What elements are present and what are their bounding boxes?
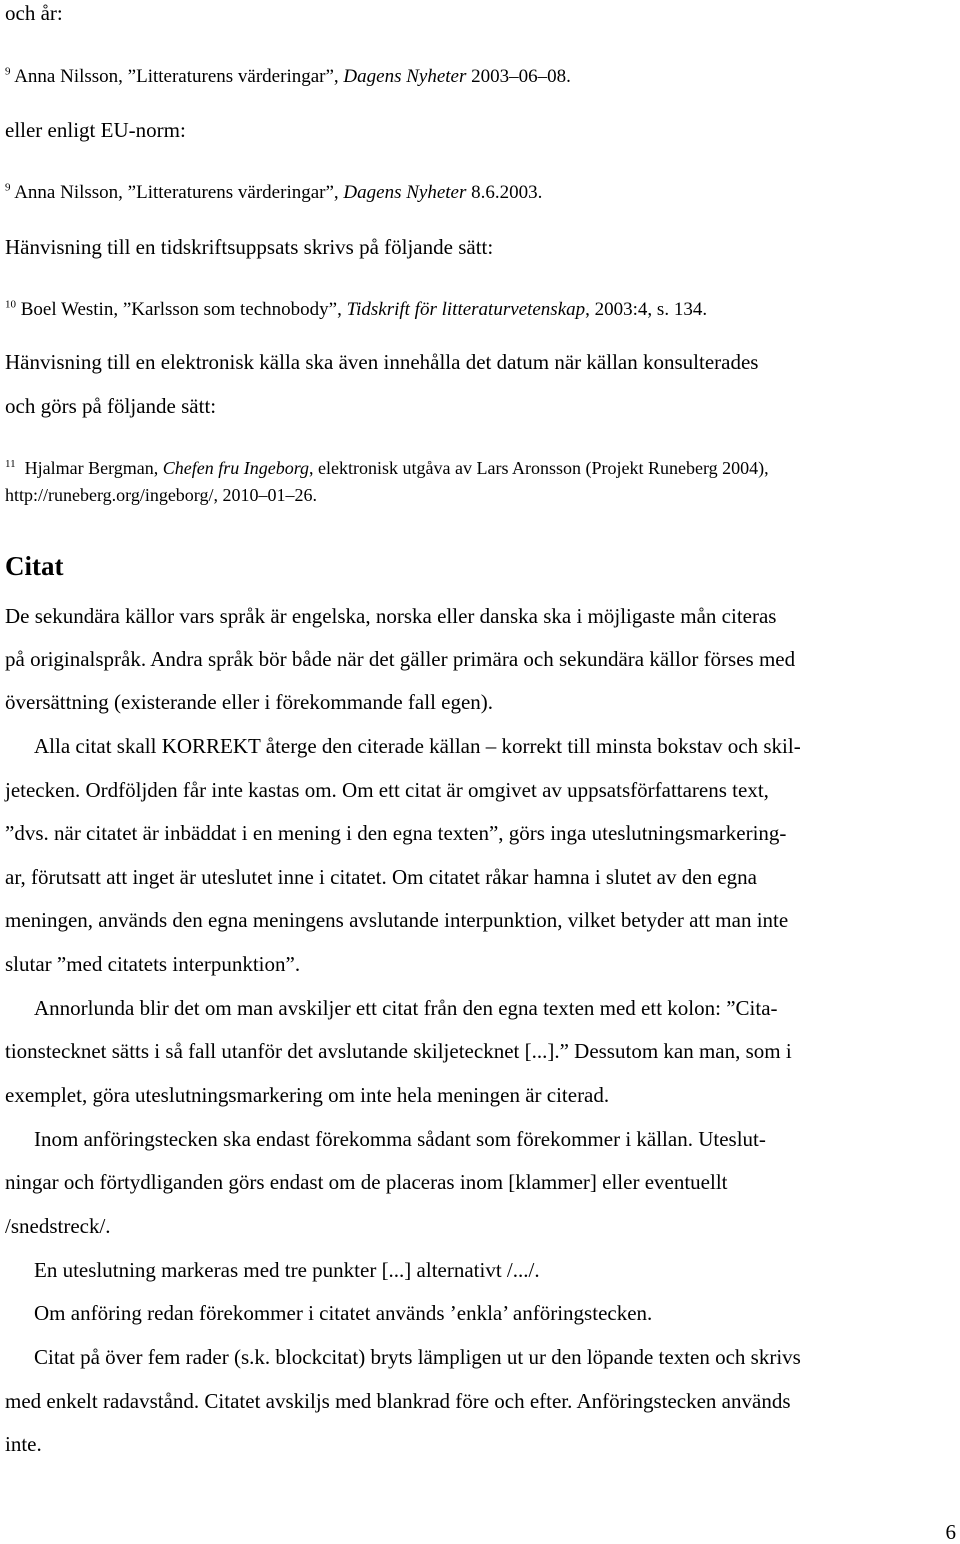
body-p2-l3: ”dvs. när citatet är inbäddat i en mening i den egna texten”, görs inga uteslutningsmarkering- — [5, 821, 787, 845]
body-p2-l4: ar, förutsatt att inget är uteslutet inne i citatet. Om citatet råkar hamna i slutet av den egna — [5, 865, 757, 889]
body-p7-l2: med enkelt radavstånd. Citatet avskiljs med blankrad före och efter. Anföringstecken används — [5, 1389, 791, 1413]
footnote-italic: Dagens Nyheter — [343, 66, 467, 87]
footnote-number: 9 — [5, 181, 11, 194]
body-p6-l1: Om anföring redan förekommer i citatet används ’enkla’ anföringstecken. — [34, 1301, 653, 1325]
footnote-11 — [5, 459, 769, 477]
footnote-11-line-2: http://runeberg.org/ingeborg/, 2010–01–26. — [5, 485, 317, 505]
body-p3-l1: Annorlunda blir det om man avskiljer ett citat från den egna texten med ett kolon: ”Cita- — [34, 996, 778, 1020]
body-p1-l2: på originalspråk. Andra språk bör både när det gäller primära och sekundära källor förses med — [5, 647, 796, 671]
body-p2-l1: Alla citat skall KORREKT återge den citerade källan – korrekt till minsta bokstav och skil- — [34, 734, 801, 758]
elektronisk-intro-line-1: Hänvisning till en elektronisk källa ska även innehålla det datum när källan konsulterades — [5, 350, 759, 374]
body-p2-l2: jetecken. Ordföljden får inte kastas om. Om ett citat är omgivet av uppsatsförfattarens text, — [5, 778, 769, 802]
footnote-number: 11 — [5, 458, 16, 470]
footnote-text: Anna Nilsson, ”Litteraturens värderingar”, — [14, 66, 344, 87]
footnote-text: , elektronisk utgåva av Lars Aronsson (Projekt Runeberg 2004), — [309, 458, 769, 478]
body-p4-l2: ningar och förtydliganden görs endast om de placeras inom [klammer] eller eventuellt — [5, 1170, 728, 1194]
footnote-italic: Chefen fru Ingeborg — [162, 458, 310, 478]
footnote-number: 10 — [5, 298, 16, 311]
body-p3-l3: exemplet, göra uteslutningsmarkering om inte hela meningen är citerad. — [5, 1083, 610, 1107]
footnote-text: , 2003:4, s. 134. — [585, 299, 708, 320]
body-p2-l5: meningen, används den egna meningens avslutande interpunktion, vilket betyder att man inte — [5, 908, 789, 932]
body-p4-l1: Inom anföringstecken ska endast förekomma sådant som förekommer i källan. Uteslut- — [34, 1127, 766, 1151]
body-p7-l1: Citat på över fem rader (s.k. blockcitat) bryts lämpligen ut ur den löpande texten och skrivs — [34, 1345, 801, 1369]
footnote-text: 2003–06–08. — [466, 66, 571, 87]
body-p1-l1: De sekundära källor vars språk är engelska, norska eller danska ska i möjligaste mån citeras — [5, 604, 777, 628]
footnote-italic: Tidskrift för litteraturvetenskap — [346, 299, 586, 320]
body-p2-l6: slutar ”med citatets interpunktion”. — [5, 952, 301, 976]
section-heading: Citat — [5, 551, 64, 581]
body-p4-l3: /snedstreck/. — [5, 1214, 111, 1238]
och-ar-line: och år: — [5, 1, 63, 25]
footnote-text: Hjalmar Bergman, — [24, 458, 163, 478]
footnote-text: Anna Nilsson, ”Litteraturens värderingar”, — [14, 182, 344, 203]
footnote-text: Boel Westin, ”Karlsson som technobody”, — [20, 299, 347, 320]
footnote-number: 9 — [5, 65, 11, 78]
footnote-9-eu — [5, 183, 542, 202]
footnote-text: 8.6.2003. — [466, 182, 543, 203]
footnote-9-swedish — [5, 67, 571, 86]
page-number: 6 — [945, 1520, 956, 1544]
body-p3-l2: tionstecknet sätts i så fall utanför det avslutande skiljetecknet [...].” Dessutom kan man, som i — [5, 1039, 792, 1063]
elektronisk-intro-line-2: och görs på följande sätt: — [5, 394, 217, 418]
footnote-10 — [5, 300, 707, 319]
eu-norm-line: eller enligt EU-norm: — [5, 118, 186, 142]
body-p5-l1: En uteslutning markeras med tre punkter [...] alternativt /.../. — [34, 1258, 540, 1282]
footnote-italic: Dagens Nyheter — [343, 182, 467, 203]
document-page — [5, 0, 960, 1543]
tidskrift-intro-line: Hänvisning till en tidskriftsuppsats skrivs på följande sätt: — [5, 235, 494, 259]
body-p1-l3: översättning (existerande eller i förekommande fall egen). — [5, 690, 494, 714]
body-p7-l3: inte. — [5, 1432, 42, 1456]
